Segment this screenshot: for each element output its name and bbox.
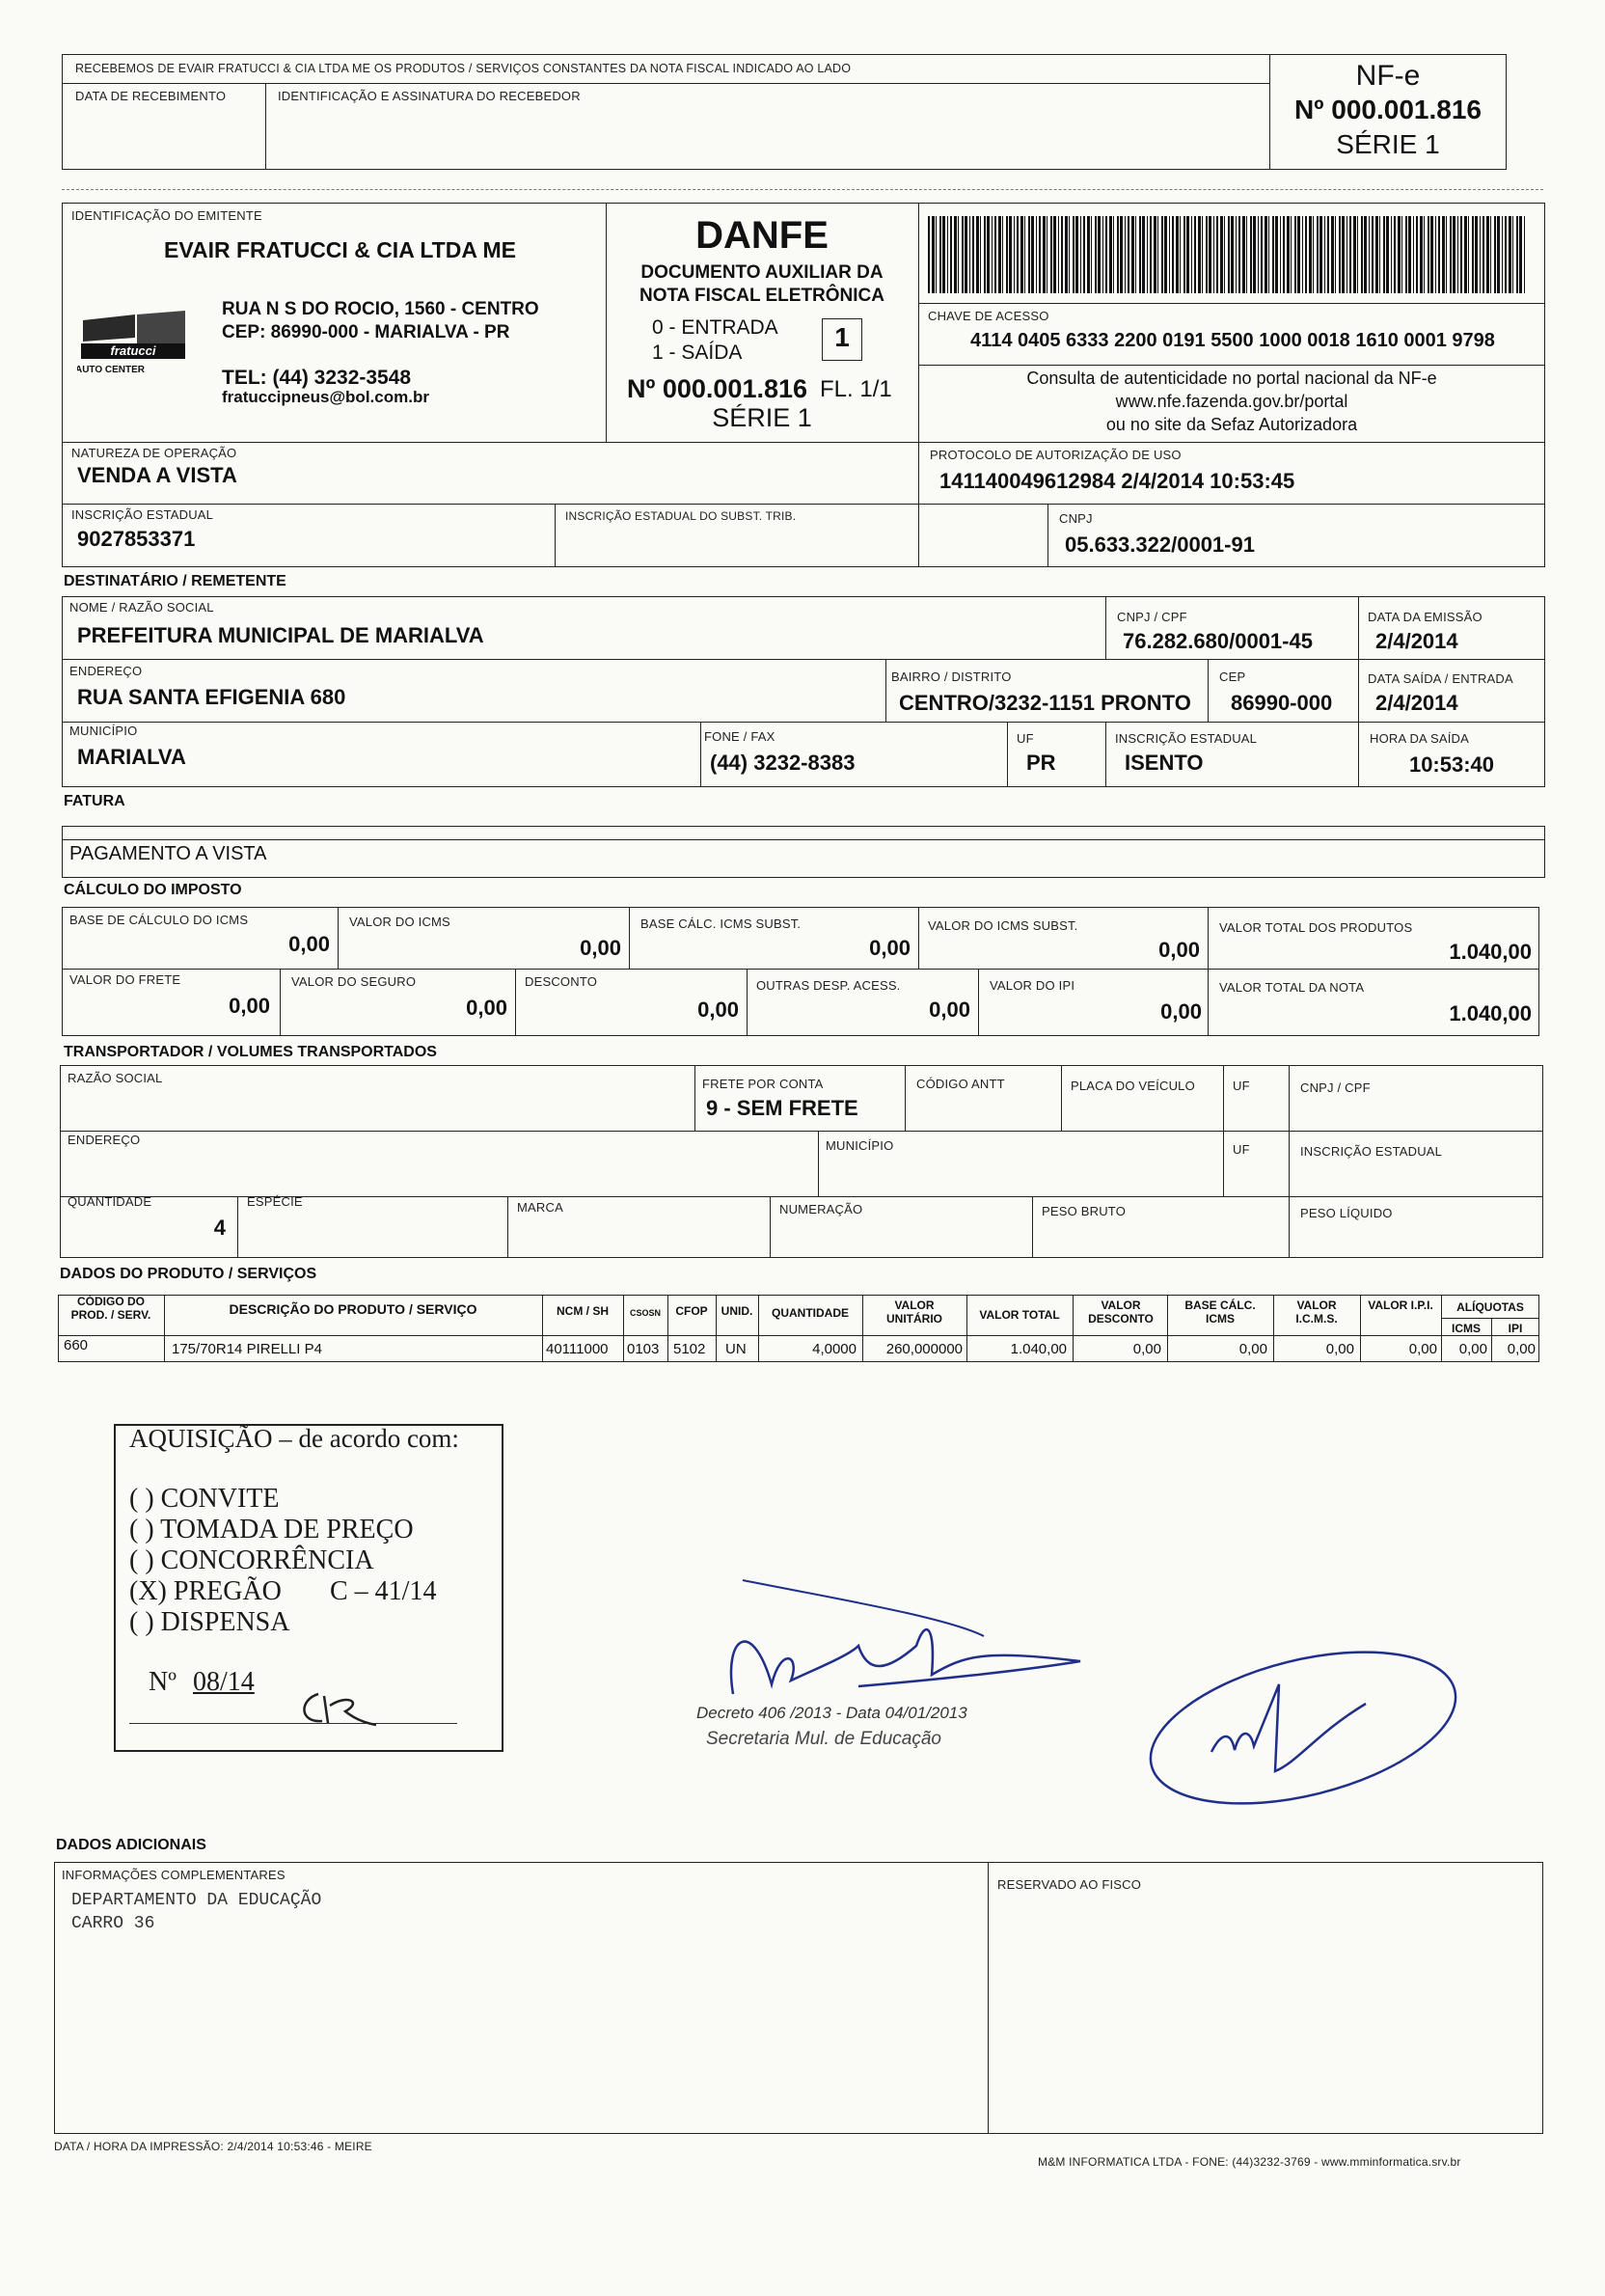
divider: [62, 659, 1545, 660]
divider: [918, 303, 1545, 304]
stamp-option-convite: ( ) CONVITE: [129, 1484, 280, 1514]
divider: [62, 83, 1269, 84]
divider: [1061, 1065, 1062, 1131]
base-icms-value: 0,00: [288, 932, 330, 956]
emitter-section-label: IDENTIFICAÇÃO DO EMITENTE: [71, 208, 262, 223]
receipt-number: Nº 000.001.816: [1294, 95, 1482, 124]
danfe-subtitle-2: NOTA FISCAL ELETRÔNICA: [639, 286, 885, 306]
divider: [62, 722, 1545, 723]
discount-label: DESCONTO: [525, 974, 598, 989]
recipient-cnpj: 76.282.680/0001-45: [1123, 629, 1313, 653]
icms-subst-label: VALOR DO ICMS SUBST.: [928, 918, 1078, 933]
access-key-label: CHAVE DE ACESSO: [928, 309, 1049, 323]
other-label: OUTRAS DESP. ACESS.: [756, 978, 901, 993]
recipient-ie-label: INSCRIÇÃO ESTADUAL: [1115, 731, 1258, 746]
ie-subst-label: INSCRIÇÃO ESTADUAL DO SUBST. TRIB.: [565, 509, 797, 523]
cell-qty: 4,0000: [812, 1341, 857, 1357]
recipient-uf-label: UF: [1017, 731, 1034, 746]
transport-numbering-label: NUMERAÇÃO: [779, 1202, 863, 1216]
col-ipi: VALOR I.P.I.: [1368, 1298, 1433, 1312]
products-section: DADOS DO PRODUTO / SERVIÇOS: [60, 1266, 317, 1282]
transport-qty: 4: [213, 1216, 226, 1240]
divider: [60, 1131, 1543, 1132]
recipient-emission-label: DATA DA EMISSÃO: [1368, 610, 1483, 624]
transport-species-label: ESPÉCIE: [247, 1194, 303, 1209]
protocol-label: PROTOCOLO DE AUTORIZAÇÃO DE USO: [930, 448, 1182, 462]
receipt-nfe: NF-e: [1355, 60, 1421, 92]
recipient-city-label: MUNICÍPIO: [69, 724, 138, 738]
recipient-section: DESTINATÁRIO / REMETENTE: [64, 573, 286, 589]
col-qty: QUANTIDADE: [772, 1306, 849, 1320]
icms-label: VALOR DO ICMS: [349, 915, 450, 929]
receipt-date-label: DATA DE RECEBIMENTO: [75, 89, 227, 103]
emitter-address: RUA N S DO ROCIO, 1560 - CENTRO: [222, 299, 539, 319]
col-total: VALOR TOTAL: [979, 1308, 1060, 1322]
stamp-option-tomada: ( ) TOMADA DE PREÇO: [129, 1515, 414, 1544]
stamp-option-dispensa: ( ) DISPENSA: [129, 1607, 290, 1637]
ie-value: 9027853371: [77, 527, 196, 551]
cell-discount: 0,00: [1132, 1341, 1161, 1357]
danfe-title: DANFE: [695, 214, 829, 257]
danfe-series: SÉRIE 1: [712, 403, 812, 432]
signature-secretary: [694, 1578, 1100, 1723]
nature-label: NATUREZA DE OPERAÇÃO: [71, 446, 237, 460]
discount-value: 0,00: [697, 998, 739, 1022]
col-cfop: CFOP: [675, 1304, 708, 1318]
cell-cfop: 5102: [673, 1341, 706, 1357]
divider: [1289, 1065, 1290, 1258]
nature-value: VENDA A VISTA: [77, 463, 237, 487]
divider: [694, 1065, 695, 1131]
divider: [58, 1335, 1539, 1336]
recipient-city: MARIALVA: [77, 745, 186, 769]
tax-section: CÁLCULO DO IMPOSTO: [64, 882, 242, 898]
stamp-number-prefix: Nº: [149, 1667, 177, 1697]
transport-gross-label: PESO BRUTO: [1042, 1204, 1127, 1218]
recipient-name: PREFEITURA MUNICIPAL DE MARIALVA: [77, 623, 484, 647]
recipient-district: CENTRO/3232-1151 PRONTO: [899, 691, 1191, 715]
cell-code: 660: [64, 1337, 89, 1353]
icms-value: 0,00: [580, 936, 621, 960]
stamp-initials: [289, 1686, 386, 1729]
cell-icms: 0,00: [1325, 1341, 1354, 1357]
transport-cnpj-label: CNPJ / CPF: [1300, 1080, 1371, 1095]
access-key: 4114 0405 6333 2200 0191 5500 1000 0018 1610 0001 9798: [970, 330, 1495, 351]
danfe-subtitle-1: DOCUMENTO AUXILIAR DA: [640, 262, 884, 283]
base-subst-label: BASE CÁLC. ICMS SUBST.: [640, 916, 802, 931]
footer-printed: DATA / HORA DA IMPRESSÃO: 2/4/2014 10:53:46 - MEIRE: [54, 2140, 372, 2153]
col-rate-ipi: IPI: [1508, 1322, 1523, 1335]
cell-csosn: 0103: [627, 1341, 660, 1357]
recipient-name-label: NOME / RAZÃO SOCIAL: [69, 600, 214, 615]
base-icms-label: BASE DE CÁLCULO DO ICMS: [69, 913, 249, 927]
recipient-cnpj-label: CNPJ / CPF: [1117, 610, 1187, 624]
cell-rate-icms: 0,00: [1458, 1341, 1487, 1357]
additional-info-2: CARRO 36: [71, 1914, 155, 1933]
cell-base: 0,00: [1238, 1341, 1267, 1357]
transport-net-label: PESO LÍQUIDO: [1300, 1206, 1393, 1220]
cell-desc: 175/70R14 PIRELLI P4: [172, 1341, 322, 1357]
divider: [62, 442, 1545, 443]
reserved-label: RESERVADO AO FISCO: [997, 1877, 1142, 1892]
col-rate-icms: ICMS: [1452, 1322, 1481, 1335]
stamp-title: AQUISIÇÃO – de acordo com:: [129, 1424, 459, 1453]
recipient-address-label: ENDEREÇO: [69, 664, 143, 678]
total-products-value: 1.040,00: [1449, 940, 1532, 964]
ipi-label: VALOR DO IPI: [990, 978, 1075, 993]
total-products-label: VALOR TOTAL DOS PRODUTOS: [1219, 920, 1413, 935]
divider: [905, 1065, 906, 1131]
divider: [885, 659, 886, 722]
total-note-label: VALOR TOTAL DA NOTA: [1219, 980, 1365, 995]
transport-plate-label: PLACA DO VEÍCULO: [1071, 1079, 1195, 1093]
cell-ncm: 40111000: [546, 1341, 609, 1357]
recipient-exit-time-label: HORA DA SAÍDA: [1370, 731, 1470, 746]
recipient-uf: PR: [1026, 751, 1056, 775]
divider: [507, 1196, 508, 1258]
transport-address-label: ENDEREÇO: [68, 1133, 141, 1147]
cell-unit-value: 260,000000: [885, 1341, 963, 1357]
recipient-exit-time: 10:53:40: [1408, 752, 1495, 777]
divider: [918, 365, 1545, 366]
total-note-value: 1.040,00: [1449, 1001, 1532, 1025]
receipt-notice: RECEBEMOS DE EVAIR FRATUCCI & CIA LTDA ME OS PRODUTOS / SERVIÇOS CONSTANTES DA NOTA FISCAL INDICADO AO LADO: [75, 62, 852, 75]
col-desc: DESCRIÇÃO DO PRODUTO / SERVIÇO: [229, 1301, 477, 1317]
col-rates: ALÍQUOTAS: [1456, 1300, 1524, 1314]
stamp-option-concorrencia: ( ) CONCORRÊNCIA: [129, 1545, 374, 1575]
cell-ipi: 0,00: [1408, 1341, 1437, 1357]
col-icms: VALOR I.C.M.S.: [1295, 1298, 1338, 1326]
cell-unit: UN: [725, 1341, 747, 1357]
divider: [1223, 1065, 1224, 1196]
footer-vendor: M&M INFORMATICA LTDA - FONE: (44)3232-3769 - www.mminformatica.srv.br: [1038, 2155, 1461, 2169]
divider: [700, 722, 701, 787]
additional-info-1: DEPARTAMENTO DA EDUCAÇÃO: [71, 1891, 322, 1910]
insurance-label: VALOR DO SEGURO: [291, 974, 417, 989]
transport-freight-label: FRETE POR CONTA: [702, 1077, 824, 1091]
recipient-exit-date-label: DATA SAÍDA / ENTRADA: [1368, 671, 1513, 686]
transport-brand-label: MARCA: [517, 1200, 563, 1215]
danfe-entry: 0 - ENTRADA: [652, 316, 778, 339]
divider: [1105, 722, 1106, 787]
danfe-number: Nº 000.001.816: [627, 374, 808, 403]
other-value: 0,00: [929, 998, 970, 1022]
access-consult-3: ou no site da Sefaz Autorizadora: [1105, 415, 1358, 434]
divider: [62, 969, 1539, 970]
transport-uf2-label: UF: [1233, 1142, 1250, 1157]
additional-info-label: INFORMAÇÕES COMPLEMENTARES: [62, 1868, 286, 1882]
divider: [1007, 722, 1008, 787]
divider: [988, 1862, 989, 2134]
access-key-barcode: [928, 216, 1526, 293]
divider: [555, 504, 556, 567]
ipi-value: 0,00: [1160, 999, 1202, 1024]
signature-line-2: Secretaria Mul. de Educação: [706, 1729, 941, 1749]
cnpj-value: 05.633.322/0001-91: [1065, 533, 1255, 557]
emitter-email: fratuccipneus@bol.com.br: [222, 388, 429, 406]
receipt-series: SÉRIE 1: [1336, 129, 1440, 159]
divider: [237, 1196, 238, 1258]
ie-label: INSCRIÇÃO ESTADUAL: [71, 507, 214, 522]
receipt-sign-label: IDENTIFICAÇÃO E ASSINATURA DO RECEBEDOR: [278, 89, 581, 103]
col-discount: VALOR DESCONTO: [1088, 1298, 1154, 1326]
invoice-block: [62, 826, 1545, 878]
divider: [62, 504, 1545, 505]
transport-ie-label: INSCRIÇÃO ESTADUAL: [1300, 1144, 1443, 1159]
freight-value: 0,00: [229, 994, 270, 1018]
divider: [623, 1295, 624, 1362]
col-base: BASE CÁLC. ICMS: [1184, 1298, 1256, 1326]
stamp-option-pregao-ref: C – 41/14: [330, 1576, 437, 1606]
emitter-cep: CEP: 86990-000 - MARIALVA - PR: [222, 322, 510, 342]
divider: [1047, 504, 1048, 567]
transport-name-label: RAZÃO SOCIAL: [68, 1071, 163, 1085]
access-consult-2[interactable]: www.nfe.fazenda.gov.br/portal: [1115, 392, 1348, 411]
access-consult-1: Consulta de autenticidade no portal nacional da NF-e: [1026, 369, 1437, 388]
logo-subtext: AUTO CENTER: [77, 365, 146, 375]
transport-uf-label: UF: [1233, 1079, 1250, 1093]
freight-label: VALOR DO FRETE: [69, 972, 181, 987]
recipient-cep-label: CEP: [1219, 670, 1246, 684]
recipient-address: RUA SANTA EFIGENIA 680: [77, 685, 346, 709]
recipient-district-label: BAIRRO / DISTRITO: [891, 670, 1012, 684]
cnpj-label: CNPJ: [1059, 511, 1093, 526]
divider: [265, 83, 266, 170]
invoice-section: FATURA: [64, 793, 125, 809]
recipient-emission: 2/4/2014: [1375, 629, 1458, 653]
signature-line-1: Decreto 406 /2013 - Data 04/01/2013: [696, 1704, 967, 1722]
danfe-page: FL. 1/1: [820, 376, 892, 402]
company-logo: [77, 309, 191, 378]
signature-oval: [1134, 1646, 1472, 1810]
cell-rate-ipi: 0,00: [1507, 1341, 1536, 1357]
emitter-phone: TEL: (44) 3232-3548: [222, 367, 412, 389]
divider: [1032, 1196, 1033, 1258]
stamp-option-pregao: (X) PREGÃO: [129, 1576, 282, 1606]
danfe-exit: 1 - SAÍDA: [652, 342, 743, 364]
transport-section: TRANSPORTADOR / VOLUMES TRANSPORTADOS: [64, 1044, 437, 1060]
col-csosn: CSOSN: [629, 1308, 661, 1318]
recipient-exit-date: 2/4/2014: [1375, 691, 1458, 715]
transport-qty-label: QUANTIDADE: [68, 1194, 152, 1209]
divider: [770, 1196, 771, 1258]
additional-section: DADOS ADICIONAIS: [56, 1837, 206, 1853]
col-ncm: NCM / SH: [557, 1304, 609, 1318]
transport-antt-label: CÓDIGO ANTT: [916, 1077, 1005, 1091]
icms-subst-value: 0,00: [1158, 938, 1200, 962]
insurance-value: 0,00: [466, 996, 507, 1020]
recipient-phone-label: FONE / FAX: [704, 729, 775, 744]
cut-line: [62, 189, 1543, 190]
divider: [1105, 596, 1106, 659]
recipient-ie: ISENTO: [1125, 751, 1204, 775]
cell-total: 1.040,00: [1010, 1341, 1067, 1357]
logo-text: fratucci: [110, 343, 156, 358]
emitter-name: EVAIR FRATUCCI & CIA LTDA ME: [164, 237, 516, 262]
recipient-phone: (44) 3232-8383: [710, 751, 856, 775]
col-unit-value: VALOR UNITÁRIO: [886, 1298, 942, 1326]
col-code: CÓDIGO DO PROD. / SERV.: [70, 1295, 151, 1322]
protocol-value: 141140049612984 2/4/2014 10:53:45: [939, 469, 1295, 493]
stamp-number: 08/14: [193, 1667, 255, 1697]
divider: [1208, 659, 1209, 722]
divider: [1441, 1318, 1539, 1319]
invoice-payment: PAGAMENTO A VISTA: [69, 843, 267, 864]
divider: [818, 1131, 819, 1196]
transport-city-label: MUNICÍPIO: [826, 1138, 894, 1153]
transport-freight: 9 - SEM FRETE: [706, 1096, 858, 1120]
danfe-type: 1: [834, 322, 850, 352]
base-subst-value: 0,00: [869, 936, 911, 960]
divider: [62, 839, 1545, 840]
recipient-cep: 86990-000: [1231, 691, 1333, 715]
col-unit: UNID.: [721, 1304, 753, 1318]
